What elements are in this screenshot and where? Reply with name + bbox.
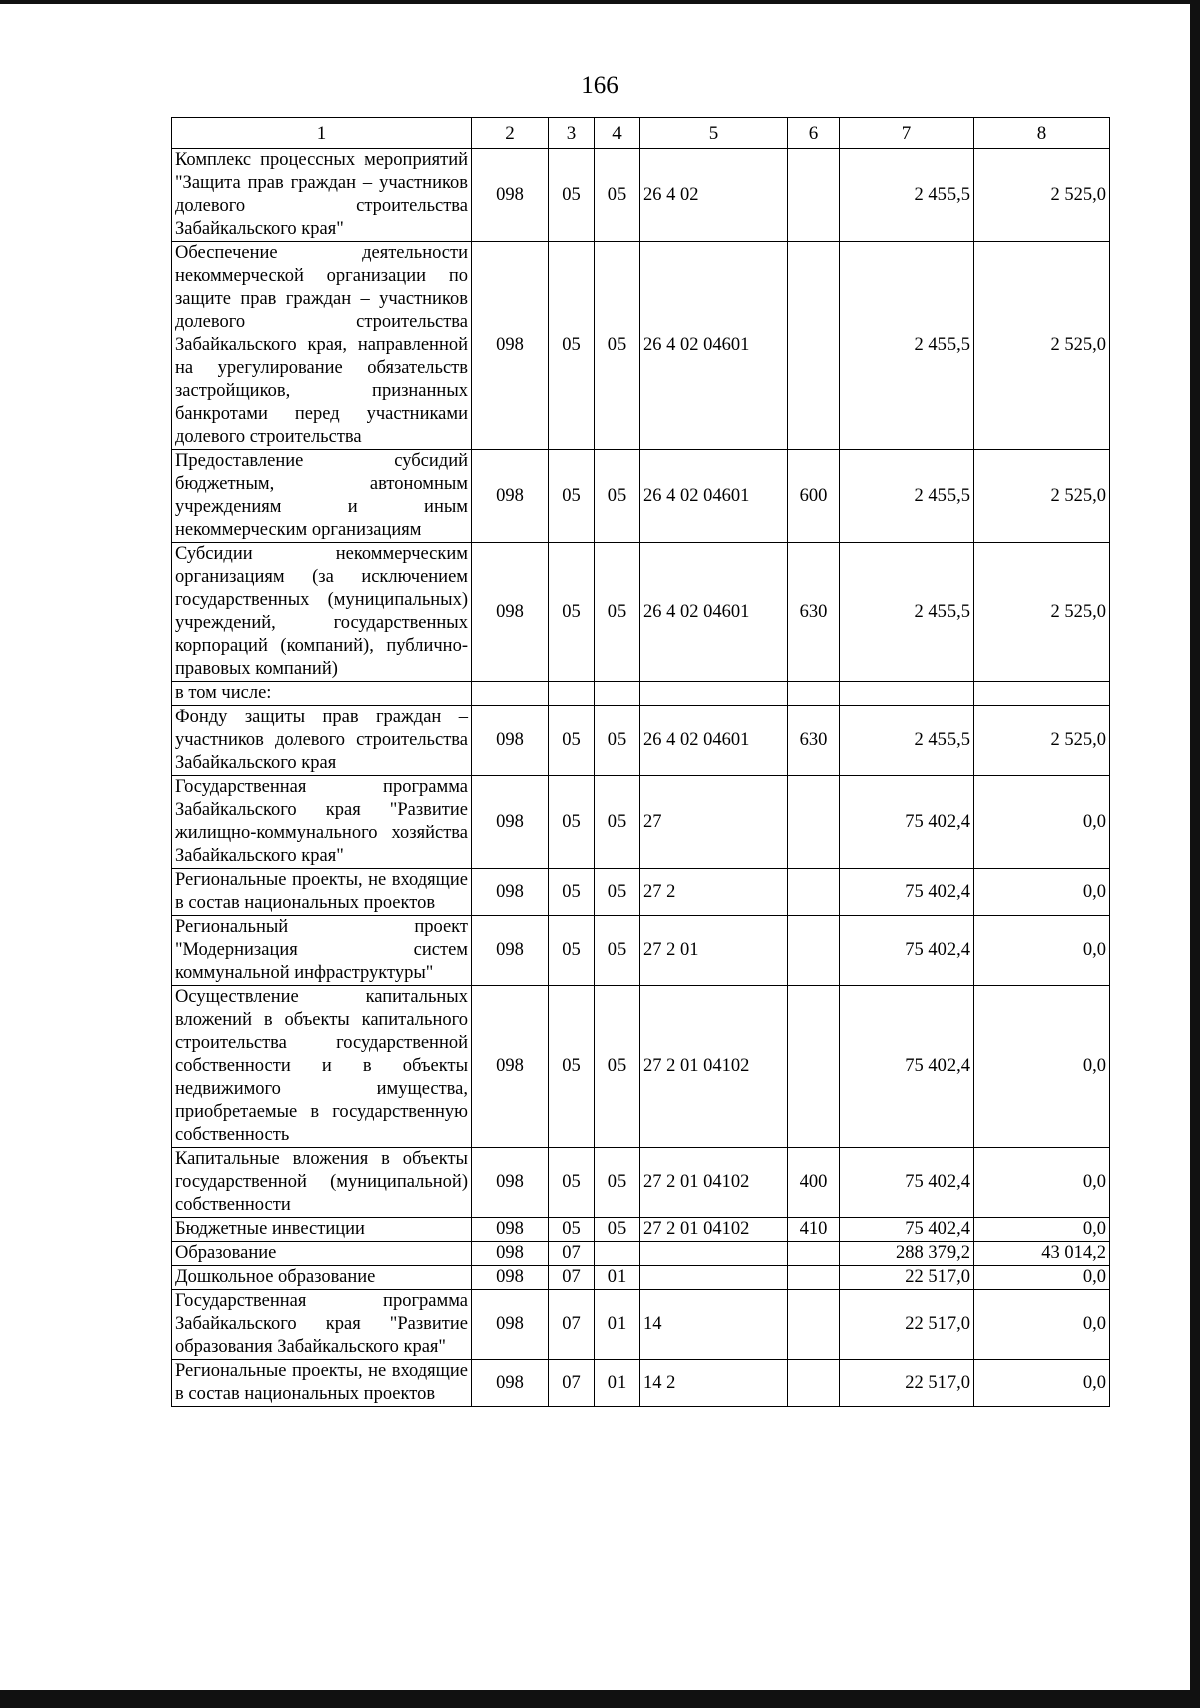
subsection-code: 05 [595, 543, 640, 682]
budget-table [171, 117, 1110, 1407]
ministry-code: 098 [472, 1290, 549, 1360]
table-row [172, 1242, 1110, 1266]
ministry-code: 098 [472, 1242, 549, 1266]
section-code: 05 [549, 1148, 595, 1218]
row-name: в том числе: [172, 682, 472, 706]
section-code: 05 [549, 242, 595, 450]
expense-type-code [788, 869, 840, 916]
page-edge-right [1190, 0, 1200, 1708]
subsection-code: 05 [595, 776, 640, 869]
row-name: Образование [172, 1242, 472, 1266]
row-name: Субсидии некоммерческим организациям (за исключением государственных (муниципальных) учреждений, государственных корпораций (компаний), публично-правовых компаний) [172, 543, 472, 682]
amount-col-8: 0,0 [974, 1148, 1110, 1218]
target-article-code: 26 4 02 04601 [640, 450, 788, 543]
target-article-code: 26 4 02 04601 [640, 543, 788, 682]
target-article-code: 14 2 [640, 1360, 788, 1407]
amount-col-8: 43 014,2 [974, 1242, 1110, 1266]
amount-col-7: 75 402,4 [840, 1148, 974, 1218]
subsection-code: 05 [595, 706, 640, 776]
section-code: 05 [549, 149, 595, 242]
subsection-code: 01 [595, 1266, 640, 1290]
target-article-code: 26 4 02 04601 [640, 706, 788, 776]
amount-col-7 [840, 682, 974, 706]
subsection-code: 05 [595, 869, 640, 916]
ministry-code: 098 [472, 1218, 549, 1242]
section-code: 05 [549, 706, 595, 776]
amount-col-8: 0,0 [974, 916, 1110, 986]
expense-type-code [788, 986, 840, 1148]
section-code: 07 [549, 1242, 595, 1266]
ministry-code: 098 [472, 776, 549, 869]
ministry-code: 098 [472, 916, 549, 986]
expense-type-code: 410 [788, 1218, 840, 1242]
section-code: 07 [549, 1290, 595, 1360]
row-name: Дошкольное образование [172, 1266, 472, 1290]
expense-type-code: 630 [788, 543, 840, 682]
table-row [172, 149, 1110, 242]
table-body [172, 149, 1110, 1407]
amount-col-7: 2 455,5 [840, 543, 974, 682]
subsection-code: 05 [595, 986, 640, 1148]
amount-col-7: 75 402,4 [840, 869, 974, 916]
row-name: Предоставление субсидий бюджетным, автономным учреждениям и иным некоммерческим организациям [172, 450, 472, 543]
target-article-code [640, 1242, 788, 1266]
header-col-2: 2 [472, 118, 549, 149]
amount-col-8: 0,0 [974, 1290, 1110, 1360]
ministry-code: 098 [472, 450, 549, 543]
section-code: 05 [549, 543, 595, 682]
amount-col-8 [974, 682, 1110, 706]
subsection-code: 01 [595, 1360, 640, 1407]
row-name: Государственная программа Забайкальского края "Развитие жилищно-коммунального хозяйства Забайкальского края" [172, 776, 472, 869]
target-article-code: 27 2 01 04102 [640, 1148, 788, 1218]
expense-type-code: 600 [788, 450, 840, 543]
amount-col-7: 22 517,0 [840, 1266, 974, 1290]
amount-col-7: 2 455,5 [840, 706, 974, 776]
amount-col-8: 0,0 [974, 869, 1110, 916]
amount-col-8: 2 525,0 [974, 450, 1110, 543]
target-article-code [640, 682, 788, 706]
amount-col-7: 75 402,4 [840, 986, 974, 1148]
target-article-code: 27 [640, 776, 788, 869]
expense-type-code: 400 [788, 1148, 840, 1218]
amount-col-7: 2 455,5 [840, 242, 974, 450]
section-code: 05 [549, 986, 595, 1148]
ministry-code: 098 [472, 543, 549, 682]
target-article-code: 27 2 01 04102 [640, 1218, 788, 1242]
ministry-code: 098 [472, 1360, 549, 1407]
subsection-code: 05 [595, 242, 640, 450]
expense-type-code [788, 1266, 840, 1290]
header-col-6: 6 [788, 118, 840, 149]
target-article-code: 26 4 02 [640, 149, 788, 242]
header-col-1: 1 [172, 118, 472, 149]
subsection-code: 05 [595, 1148, 640, 1218]
section-code: 07 [549, 1360, 595, 1407]
amount-col-7: 22 517,0 [840, 1290, 974, 1360]
expense-type-code [788, 1360, 840, 1407]
row-name: Региональный проект "Модернизация систем коммунальной инфраструктуры" [172, 916, 472, 986]
expense-type-code: 630 [788, 706, 840, 776]
amount-col-7: 288 379,2 [840, 1242, 974, 1266]
expense-type-code [788, 1290, 840, 1360]
subsection-code: 01 [595, 1290, 640, 1360]
amount-col-8: 0,0 [974, 776, 1110, 869]
amount-col-8: 0,0 [974, 1218, 1110, 1242]
expense-type-code [788, 242, 840, 450]
amount-col-8: 0,0 [974, 1360, 1110, 1407]
table-row [172, 1218, 1110, 1242]
ministry-code: 098 [472, 869, 549, 916]
target-article-code: 27 2 01 [640, 916, 788, 986]
target-article-code: 27 2 [640, 869, 788, 916]
header-col-7: 7 [840, 118, 974, 149]
expense-type-code [788, 776, 840, 869]
expense-type-code [788, 1242, 840, 1266]
table-row [172, 706, 1110, 776]
page-edge-bottom [0, 1690, 1200, 1708]
amount-col-8: 0,0 [974, 1266, 1110, 1290]
row-name: Осуществление капитальных вложений в объекты капитального строительства государственной собственности и в объекты недвижимого имущества, приобретаемые в государственную собственность [172, 986, 472, 1148]
target-article-code: 27 2 01 04102 [640, 986, 788, 1148]
ministry-code: 098 [472, 706, 549, 776]
table-row [172, 543, 1110, 682]
header-col-4: 4 [595, 118, 640, 149]
row-name: Комплекс процессных мероприятий "Защита прав граждан – участников долевого строительства Забайкальского края" [172, 149, 472, 242]
row-name: Бюджетные инвестиции [172, 1218, 472, 1242]
section-code: 05 [549, 450, 595, 543]
table-row [172, 776, 1110, 869]
section-code [549, 682, 595, 706]
subsection-code: 05 [595, 450, 640, 543]
subsection-code: 05 [595, 1218, 640, 1242]
header-col-5: 5 [640, 118, 788, 149]
ministry-code: 098 [472, 242, 549, 450]
row-name: Региональные проекты, не входящие в состав национальных проектов [172, 1360, 472, 1407]
amount-col-8: 2 525,0 [974, 706, 1110, 776]
table-row [172, 986, 1110, 1148]
row-name: Обеспечение деятельности некоммерческой организации по защите прав граждан – участников долевого строительства Забайкальского края, направленной на урегулирование обязательств застройщиков, признанных банкротами перед участниками долевого строительства [172, 242, 472, 450]
header-col-8: 8 [974, 118, 1110, 149]
target-article-code: 26 4 02 04601 [640, 242, 788, 450]
section-code: 07 [549, 1266, 595, 1290]
ministry-code [472, 682, 549, 706]
row-name: Региональные проекты, не входящие в состав национальных проектов [172, 869, 472, 916]
amount-col-7: 75 402,4 [840, 776, 974, 869]
table-row [172, 1290, 1110, 1360]
section-code: 05 [549, 776, 595, 869]
table-row [172, 916, 1110, 986]
subsection-code: 05 [595, 916, 640, 986]
amount-col-7: 75 402,4 [840, 1218, 974, 1242]
expense-type-code [788, 682, 840, 706]
row-name: Фонду защиты прав граждан – участников долевого строительства Забайкальского края [172, 706, 472, 776]
target-article-code: 14 [640, 1290, 788, 1360]
amount-col-8: 2 525,0 [974, 543, 1110, 682]
subsection-code [595, 1242, 640, 1266]
page-number: 166 [581, 72, 619, 99]
ministry-code: 098 [472, 1148, 549, 1218]
ministry-code: 098 [472, 1266, 549, 1290]
table-row [172, 1360, 1110, 1407]
table-row [172, 450, 1110, 543]
ministry-code: 098 [472, 986, 549, 1148]
expense-type-code [788, 916, 840, 986]
expense-type-code [788, 149, 840, 242]
amount-col-8: 0,0 [974, 986, 1110, 1148]
row-name: Капитальные вложения в объекты государственной (муниципальной) собственности [172, 1148, 472, 1218]
table-row [172, 682, 1110, 706]
amount-col-7: 2 455,5 [840, 149, 974, 242]
amount-col-8: 2 525,0 [974, 149, 1110, 242]
row-name: Государственная программа Забайкальского края "Развитие образования Забайкальского края" [172, 1290, 472, 1360]
amount-col-7: 75 402,4 [840, 916, 974, 986]
table-row [172, 1148, 1110, 1218]
table-row [172, 1266, 1110, 1290]
subsection-code: 05 [595, 149, 640, 242]
subsection-code [595, 682, 640, 706]
section-code: 05 [549, 1218, 595, 1242]
target-article-code [640, 1266, 788, 1290]
table-row [172, 869, 1110, 916]
amount-col-8: 2 525,0 [974, 242, 1110, 450]
page-edge-top [0, 0, 1200, 4]
ministry-code: 098 [472, 149, 549, 242]
header-row [172, 118, 1110, 149]
amount-col-7: 22 517,0 [840, 1360, 974, 1407]
amount-col-7: 2 455,5 [840, 450, 974, 543]
section-code: 05 [549, 869, 595, 916]
section-code: 05 [549, 916, 595, 986]
header-col-3: 3 [549, 118, 595, 149]
table-row [172, 242, 1110, 450]
